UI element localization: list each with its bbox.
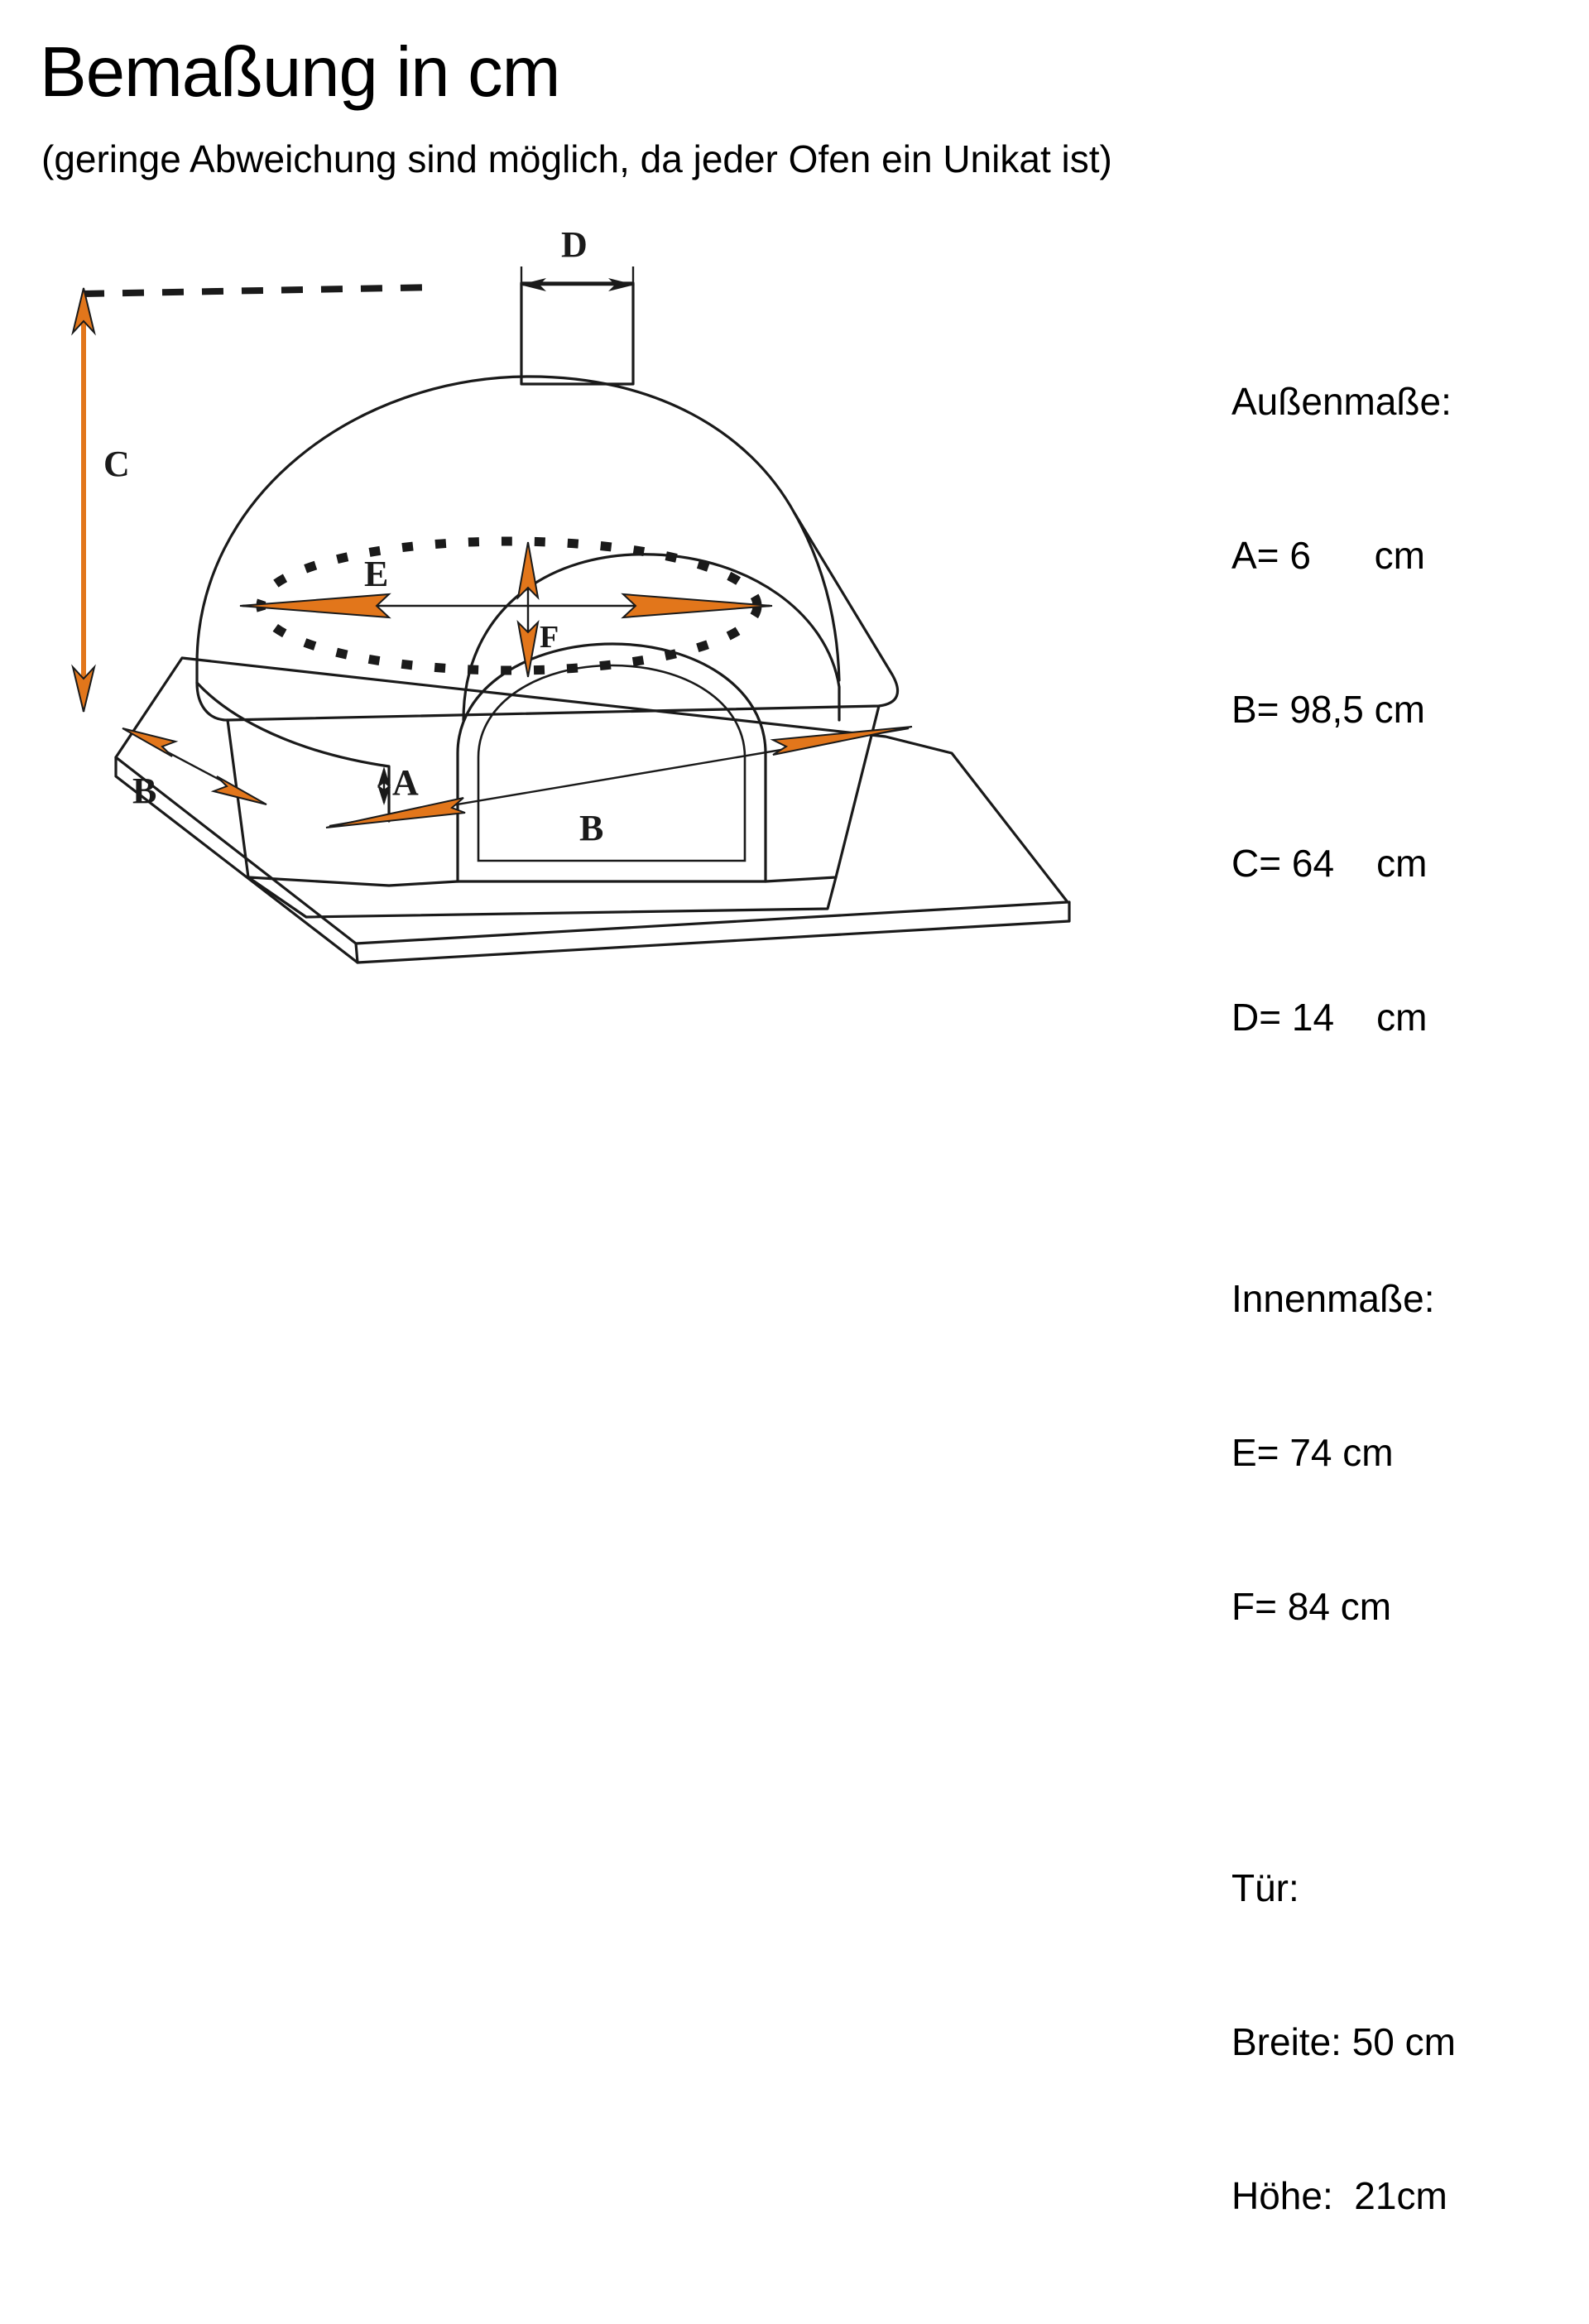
height-reference-dashed-line	[83, 287, 439, 294]
dimension-label-b-front: B	[579, 808, 604, 848]
legend-inner-f: F= 84 cm	[1231, 1585, 1392, 1628]
legend-inner-heading: Innenmaße:	[1231, 1277, 1435, 1320]
legend-inner-e: E= 74 cm	[1231, 1431, 1394, 1474]
page-subtitle: (geringe Abweichung sind möglich, da jeder Ofen ein Unikat ist)	[41, 137, 1112, 180]
dimension-label-b-left: B	[132, 771, 157, 811]
oven-chimney	[521, 283, 633, 384]
oven-front-skirt	[228, 706, 879, 917]
dimension-b-left	[122, 728, 266, 811]
dimension-label-a: A	[392, 762, 419, 803]
legend-door-width: Breite: 50 cm	[1231, 2020, 1456, 2063]
legend-spacer-1	[1231, 1145, 1456, 1170]
legend-outer-heading: Außenmaße:	[1231, 380, 1452, 423]
dimension-label-d: D	[561, 224, 588, 265]
legend-spacer-2	[1231, 1735, 1456, 1760]
measurements-legend	[1231, 273, 1456, 2324]
legend-outer-d: D= 14 cm	[1231, 996, 1428, 1039]
dimension-d	[520, 224, 635, 303]
legend-door-height: Höhe: 21cm	[1231, 2174, 1447, 2217]
page-title: Bemaßung in cm	[40, 33, 560, 112]
legend-outer-b: B= 98,5 cm	[1231, 688, 1425, 731]
legend-outer-c: C= 64 cm	[1231, 842, 1428, 885]
dimension-label-f: F	[540, 620, 559, 655]
oven-door-frame	[458, 644, 766, 881]
legend-door-heading: Tür:	[1231, 1866, 1299, 1909]
dimension-c	[73, 288, 130, 712]
oven-technical-drawing	[0, 223, 1241, 1101]
dimension-label-e: E	[364, 554, 389, 594]
oven-dome	[197, 377, 898, 821]
dimension-a	[377, 762, 419, 805]
dimension-label-c: C	[103, 444, 130, 484]
legend-outer-a: A= 6 cm	[1231, 534, 1425, 577]
